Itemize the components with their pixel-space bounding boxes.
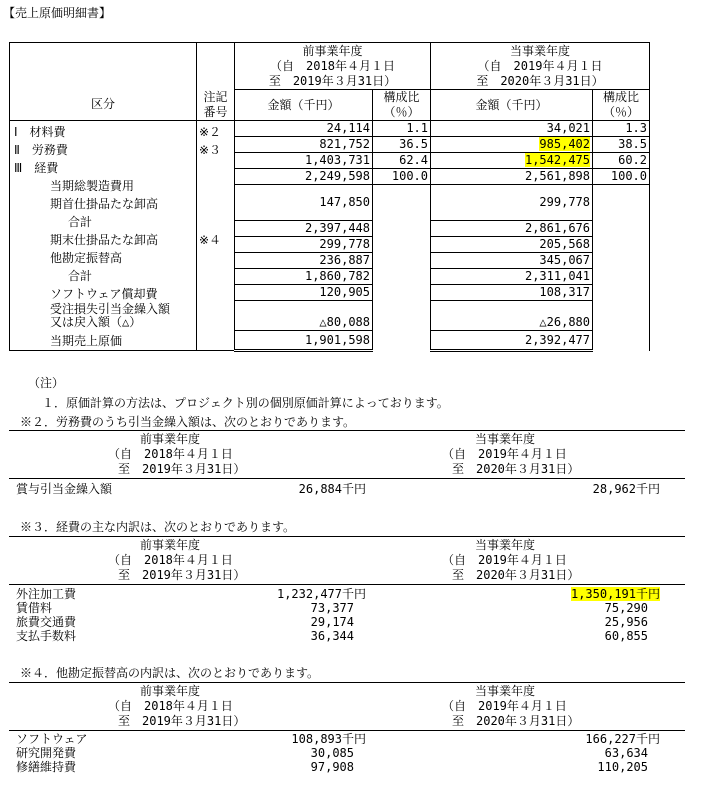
curr-amount: 299,778	[431, 185, 593, 221]
row-label: 当期売上原価	[50, 334, 123, 348]
prev-amount: 2,397,448	[235, 221, 373, 237]
note-4-prev-from: （自 2018年４月１日	[108, 699, 233, 713]
curr-ratio-header: 構成比 （％）	[593, 90, 650, 121]
note-4-row-label: ソフトウェア	[16, 732, 88, 746]
note-column: ※２ ※３ ※４	[197, 121, 235, 351]
highlighted-value: 1,542,475	[524, 153, 590, 167]
row-label: Ⅱ 労務費	[14, 143, 68, 157]
note-3-row-label: 賃借料	[16, 601, 53, 615]
note-3-row-curr: 75,290	[604, 601, 648, 615]
note-4-row-prev: 30,085	[310, 746, 354, 760]
note-2-prev-to: 至 2019年３月31日）	[118, 462, 246, 476]
curr-amount: 205,568	[431, 237, 593, 253]
curr-amount: 2,561,898	[431, 169, 593, 185]
note-3-row-curr: 25,956	[604, 615, 648, 629]
prev-amount: 120,905	[235, 285, 373, 301]
curr-ratio: 38.5	[593, 137, 650, 153]
prev-ratio: 100.0	[373, 169, 431, 185]
row-label: ソフトウェア償却費	[50, 287, 158, 301]
note-4-prev-title: 前事業年度	[140, 684, 201, 698]
document-title: 【売上原価明細書】	[3, 6, 112, 20]
prev-amount: 236,887	[235, 253, 373, 269]
row-label: 他勘定振替高	[50, 251, 123, 265]
row-label: Ⅲ 経費	[14, 161, 59, 175]
note-4-curr-to: 至 2020年３月31日）	[452, 714, 580, 728]
highlighted-value: 1,350,191千円	[570, 587, 660, 601]
row-label: 期末仕掛品たな卸高	[50, 233, 159, 247]
note-2-rule	[9, 430, 685, 431]
notes-heading: （注）	[28, 376, 65, 390]
note-4-curr-title: 当事業年度	[475, 684, 536, 698]
row-labels	[10, 121, 197, 351]
note-4-row-curr: 63,634	[604, 746, 648, 760]
note-2-row-curr: 28,962千円	[592, 482, 660, 496]
row-label: Ⅰ 材料費	[14, 125, 66, 139]
col-kubun-header: 区分	[10, 90, 197, 121]
prev-ratio: 1.1	[373, 121, 431, 137]
prev-amount: 2,249,598	[235, 169, 373, 185]
note-3-row-prev: 73,377	[310, 601, 354, 615]
note-3-prev-to: 至 2019年３月31日）	[118, 568, 246, 582]
note-4-prev-to: 至 2019年３月31日）	[118, 714, 246, 728]
curr-amount: 2,861,676	[431, 221, 593, 237]
prev-amount: 1,403,731	[235, 153, 373, 169]
prev-amount: 821,752	[235, 137, 373, 153]
curr-amount-header: 金額（千円）	[431, 90, 593, 121]
row-label: 合計	[68, 269, 93, 283]
row-label: 合計	[68, 215, 93, 229]
note-4-title: ※４．他勘定振替高の内訳は、次のとおりであります。	[20, 666, 320, 680]
note-3-row-label: 外注加工費	[16, 587, 77, 601]
note-3-prev-title: 前事業年度	[140, 538, 201, 552]
note-4-curr-from: （自 2019年４月１日	[442, 699, 567, 713]
prev-amount: 147,850	[235, 185, 373, 221]
note-3-title: ※３．経費の主な内訳は、次のとおりであります。	[20, 520, 296, 534]
row-label: 当期総製造費用	[50, 179, 135, 193]
highlighted-value: 985,402	[539, 137, 590, 151]
curr-amount: 2,311,041	[431, 269, 593, 285]
curr-amount	[431, 137, 593, 153]
note-3-curr-to: 至 2020年３月31日）	[452, 568, 580, 582]
note-3-row-prev: 1,232,477千円	[276, 587, 366, 601]
prev-amount: 1,901,598	[235, 331, 373, 351]
note-2-prev-from: （自 2018年４月１日	[108, 447, 233, 461]
note-4-row-label: 研究開発費	[16, 746, 77, 760]
curr-ratio: 100.0	[593, 169, 650, 185]
note-3-prev-from: （自 2018年４月１日	[108, 553, 233, 567]
curr-amount: △26,880	[431, 301, 593, 331]
note-4-row-label: 修繕維持費	[16, 760, 77, 774]
curr-amount: 345,067	[431, 253, 593, 269]
note-4-row-curr: 166,227千円	[585, 732, 660, 746]
note-2-curr-to: 至 2020年３月31日）	[452, 462, 580, 476]
note-4-row-prev: 108,893千円	[291, 732, 366, 746]
note-3-row-label: 支払手数料	[16, 629, 77, 643]
note-3-row-curr	[500, 587, 660, 601]
note-3-row-prev: 29,174	[310, 615, 354, 629]
prev-ratio: 62.4	[373, 153, 431, 169]
note-3-curr-title: 当事業年度	[475, 538, 536, 552]
prev-period-header: 前事業年度 （自 2018年４月１日 至 2019年３月31日）	[235, 43, 431, 90]
prev-ratio: 36.5	[373, 137, 431, 153]
note-3-row-prev: 36,344	[310, 629, 354, 643]
curr-amount: 34,021	[431, 121, 593, 137]
curr-amount: 108,317	[431, 285, 593, 301]
curr-amount: 2,392,477	[431, 331, 593, 351]
note-2-curr-from: （自 2019年４月１日	[442, 447, 567, 461]
note-2-row-label: 賞与引当金繰入額	[16, 482, 113, 496]
note-3-row-curr: 60,855	[604, 629, 648, 643]
note-3-row-label: 旅費交通費	[16, 615, 77, 629]
prev-amount: △80,088	[235, 301, 373, 331]
note-2-title: ※２．労務費のうち引当金繰入額は、次のとおりであります。	[20, 415, 356, 429]
prev-amount: 1,860,782	[235, 269, 373, 285]
curr-amount	[431, 153, 593, 169]
note-4-row-curr: 110,205	[597, 760, 648, 774]
prev-amount-header: 金額（千円）	[235, 90, 373, 121]
note-2-prev-title: 前事業年度	[140, 432, 201, 446]
note-4-row-prev: 97,908	[310, 760, 354, 774]
col-note-header: 注記 番号	[197, 90, 235, 121]
note-1: １．原価計算の方法は、プロジェクト別の個別原価計算によっております。	[42, 396, 449, 410]
prev-amount: 299,778	[235, 237, 373, 253]
cost-of-sales-table	[9, 42, 650, 352]
note-2-curr-title: 当事業年度	[475, 432, 536, 446]
note-2-row-prev: 26,884千円	[298, 482, 366, 496]
row-label: 又は戻入額（△）	[50, 315, 142, 329]
prev-amount: 24,114	[235, 121, 373, 137]
curr-period-header: 当事業年度 （自 2019年４月１日 至 2020年３月31日）	[431, 43, 650, 90]
row-label: 受注損失引当金繰入額	[50, 302, 171, 316]
note-3-curr-from: （自 2019年４月１日	[442, 553, 567, 567]
prev-ratio-header: 構成比 （％）	[373, 90, 431, 121]
row-label: 期首仕掛品たな卸高	[50, 197, 159, 211]
curr-ratio: 1.3	[593, 121, 650, 137]
curr-ratio: 60.2	[593, 153, 650, 169]
